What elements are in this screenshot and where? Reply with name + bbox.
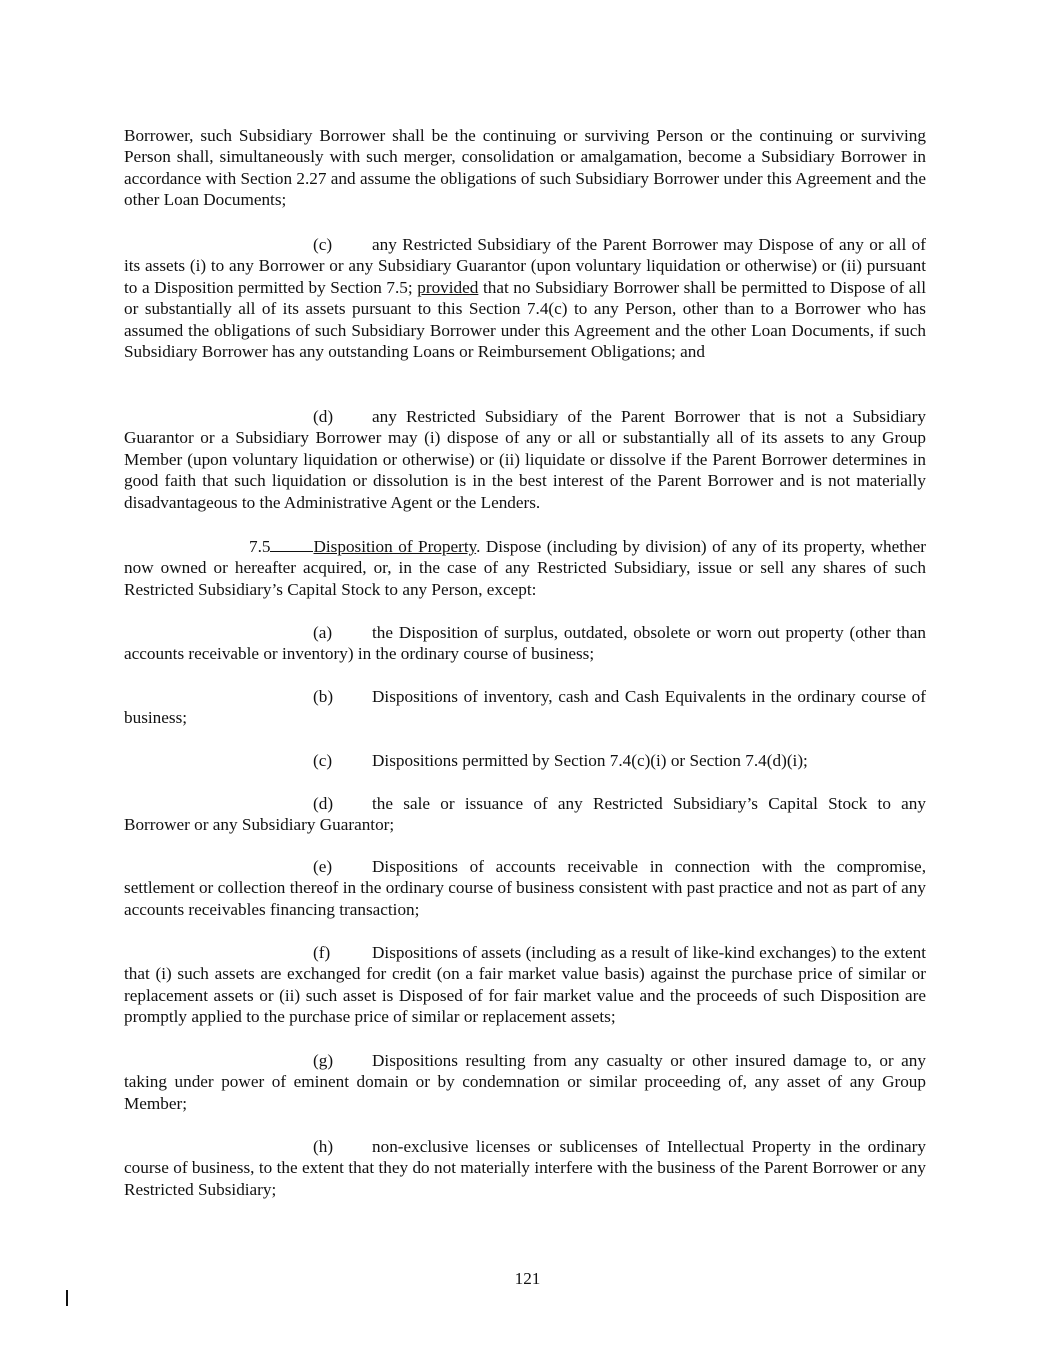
section-number: 7.5 (249, 537, 271, 556)
section-heading: Disposition of Property (313, 537, 477, 556)
clause-7-4-d (124, 406, 926, 513)
clause-7-5-e (124, 856, 926, 920)
clause-7-5-f (124, 942, 926, 1028)
section-text: . Dispose (including by division) of any of its property, whether now owned or hereafter acquired, or, in the case of any Restricted Subsidiary, issue or sell any shares of such Restricted Subsidiary’s Capital Stock to any Person, except: (124, 537, 926, 599)
clause-label: (g) (313, 1051, 334, 1070)
clause-label: (h) (313, 1137, 334, 1156)
clause-7-5-d (124, 793, 926, 836)
revision-bar (66, 1290, 68, 1306)
clause-7-5-h (124, 1136, 926, 1200)
clause-text: any Restricted Subsidiary of the Parent Borrower that is not a Subsidiary Guarantor or a Subsidiary Borrower may (i) dispose of any or all or substantially all of its assets to any Group Member (upon voluntary liquidation or otherwise) or (ii) liquidate or dissolve if the Parent Borrower determines in good faith that such liquidation or dissolution is in the best interest of the Parent Borrower and is not materially disadvantageous to the Administrative Agent or the Lenders. (124, 407, 926, 512)
clause-text: non-exclusive licenses or sublicenses of Intellectual Property in the ordinary course of business, to the extent that they do not materially interfere with the business of the Parent Borrower or any Restricted Subsidiary; (124, 1137, 926, 1199)
clause-text: the sale or issuance of any Restricted Subsidiary’s Capital Stock to any Borrower or any Subsidiary Guarantor; (124, 794, 926, 835)
paragraph-continuation (124, 125, 926, 211)
clause-label: (f) (313, 943, 331, 962)
clause-text: Dispositions of inventory, cash and Cash Equivalents in the ordinary course of business; (124, 687, 926, 728)
clause-label: (b) (313, 687, 334, 706)
clause-label: (c) (313, 751, 333, 770)
clause-text: Dispositions of accounts receivable in connection with the compromise, settlement or collection thereof in the ordinary course of business consistent with past practice and not as part of any accounts receivables financing transaction; (124, 857, 926, 919)
clause-text-continued: that no Subsidiary Borrower shall be permitted to Dispose of all or substantially all of its assets pursuant to this Section 7.4(c) to any Person, other than to a Borrower who has assumed the obligations of such Subsidiary Borrower under this Agreement and the other Loan Documents, if such Subsidiary Borrower has any outstanding Loans or Reimbursement Obligations; and (124, 277, 926, 362)
clause-7-4-c (124, 234, 926, 362)
clause-7-5-g (124, 1050, 926, 1114)
clause-text: Dispositions resulting from any casualty or other insured damage to, or any taking under power of eminent domain or by condemnation or similar proceeding of, any asset of any Group Member; (124, 1051, 926, 1113)
clause-label: (d) (313, 407, 334, 426)
provided-term: provided (417, 277, 479, 297)
clause-text: the Disposition of surplus, outdated, obsolete or worn out property (other than accounts receivable or inventory) in the ordinary course of business; (124, 623, 926, 664)
clause-label: (c) (313, 235, 333, 254)
clause-7-5-c (124, 750, 926, 771)
clause-label: (d) (313, 794, 334, 813)
clause-7-5-b (124, 686, 926, 729)
clause-text: any Restricted Subsidiary of the Parent Borrower may Dispose of any or all of its assets (i) to any Borrower or any Subsidiary Guarantor (upon voluntary liquidation or otherwise) or (ii) pursuant to a Disposition permitted by Section 7.5; (124, 235, 926, 297)
clause-text: Dispositions permitted by Section 7.4(c)(i) or Section 7.4(d)(i); (372, 751, 808, 770)
clause-7-5-a (124, 622, 926, 665)
section-7-5 (124, 536, 926, 600)
page-number: 121 (514, 1269, 541, 1288)
clause-label: (e) (313, 857, 333, 876)
clause-text: Dispositions of assets (including as a result of like-kind exchanges) to the extent that (i) such assets are exchanged for credit (on a fair market value basis) against the purchase price of similar or replacement assets or (ii) such asset is Disposed of for fair market value and the proceeds of such Disposition are promptly applied to the purchase price of similar or replacement assets; (124, 943, 926, 1027)
clause-label: (a) (313, 623, 333, 642)
paragraph-text: Borrower, such Subsidiary Borrower shall be the continuing or surviving Person or the continuing or surviving Person shall, simultaneously with such merger, consolidation or amalgamation, become a Subsidiary Borrower in accordance with Section 2.27 and assume the obligations of such Subsidiary Borrower under this Agreement and the other Loan Documents; (124, 126, 926, 210)
